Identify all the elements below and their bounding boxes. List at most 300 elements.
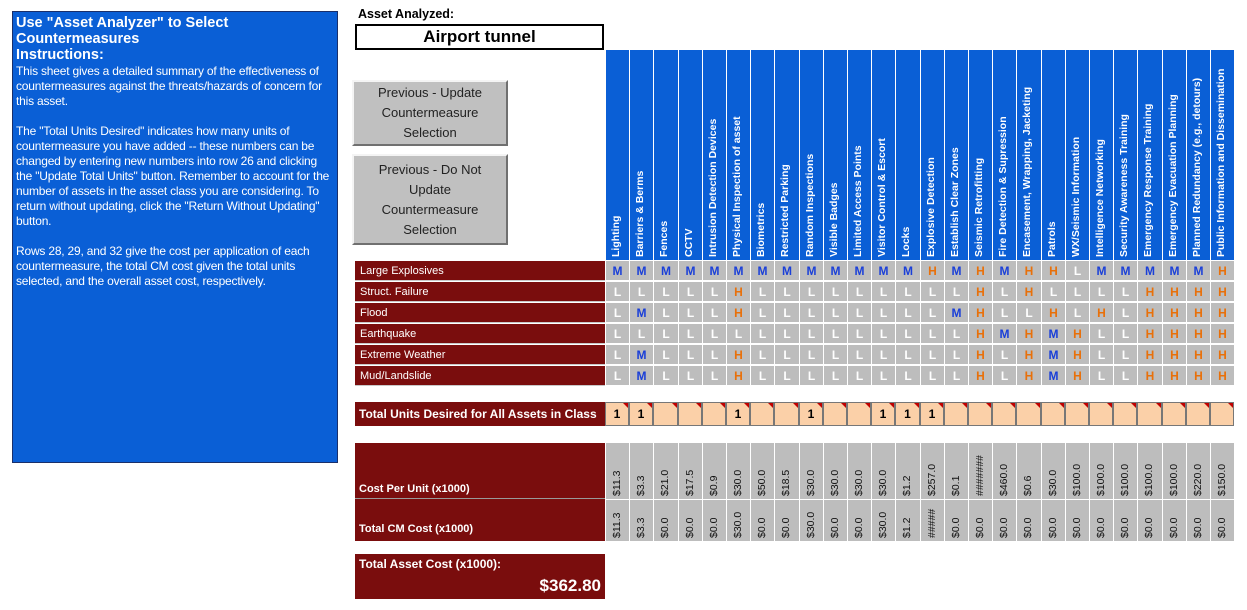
threat-level-cell: L [847, 345, 871, 365]
threat-level-cell: H [968, 261, 992, 281]
units-input-cell[interactable] [702, 402, 726, 426]
threat-level-cell: H [1137, 282, 1162, 302]
threat-level-cell: H [1162, 366, 1186, 386]
countermeasure-headers [605, 50, 1235, 260]
cost-per-unit-cell-value: $30.0 [1047, 469, 1059, 496]
units-input-cell[interactable] [1089, 402, 1113, 426]
threat-level-cell: H [726, 303, 750, 323]
cost-per-unit-cell-value: $30.0 [805, 469, 817, 496]
total-cm-cost-cell [895, 500, 920, 541]
threat-level-cell: M [799, 261, 823, 281]
total-cm-cost-cell [1065, 500, 1089, 541]
threat-level-cell: L [605, 366, 629, 386]
threat-level-cell: L [992, 366, 1016, 386]
cost-per-unit-cell [1162, 443, 1186, 499]
threat-level-cell: L [629, 282, 653, 302]
total-cm-cost-cell-value: $0.0 [1071, 517, 1083, 538]
cost-labels [355, 443, 605, 541]
total-cm-cost-cell-value: $30.0 [877, 511, 889, 538]
cost-per-unit-cell-value: $0.6 [1022, 475, 1034, 496]
countermeasure-header [823, 50, 847, 260]
threat-level-cell: L [847, 366, 871, 386]
threat-label: Extreme Weather [355, 345, 605, 365]
countermeasure-header-label: Establish Clear Zones [949, 147, 961, 257]
total-cm-cost-cell [823, 500, 847, 541]
threat-level-cell: L [895, 303, 920, 323]
threat-level-cell: L [823, 282, 847, 302]
total-cm-cost-cell-value: $30.0 [805, 511, 817, 538]
cost-per-unit-cell-value: $150.0 [1216, 463, 1228, 496]
threat-level-cell: L [920, 303, 944, 323]
units-value: 1 [807, 407, 815, 421]
threat-level-cell: L [653, 366, 678, 386]
units-input-cell[interactable] [799, 402, 823, 426]
comment-marker-icon [1156, 403, 1161, 408]
countermeasure-header [1137, 50, 1162, 260]
threat-level-cell: L [1065, 261, 1089, 281]
threat-level-cell: L [799, 366, 823, 386]
threat-level-cell: L [895, 324, 920, 344]
cost-per-unit-cell [1186, 443, 1210, 499]
countermeasure-header-label: Visible Badges [828, 182, 840, 257]
previous-no-update-button[interactable] [352, 154, 508, 245]
threat-level-cell: L [847, 303, 871, 323]
units-input-cell[interactable] [1210, 402, 1234, 426]
threat-level-cell: L [799, 324, 823, 344]
threat-level-cell: M [895, 261, 920, 281]
threat-level-cell: L [1065, 303, 1089, 323]
threat-level-cell: L [750, 324, 774, 344]
threat-level-cell: L [774, 345, 799, 365]
units-value: 1 [613, 407, 621, 421]
threat-level-cell: L [1089, 366, 1113, 386]
comment-marker-icon [720, 403, 725, 408]
cost-per-unit-cell [895, 443, 920, 499]
countermeasure-header-label: Explosive Detection [925, 157, 937, 257]
cost-per-unit-cell-value: $257.0 [926, 463, 938, 496]
threat-level-cell: M [1041, 366, 1065, 386]
countermeasure-header-label: Barriers & Berms [634, 170, 646, 257]
total-asset-cost-box [355, 554, 605, 599]
total-cm-cost-cell-value: $0.0 [780, 517, 792, 538]
threat-level-cell: H [1065, 366, 1089, 386]
threat-level-cell: H [1041, 261, 1065, 281]
threat-level-cell: H [1016, 324, 1041, 344]
countermeasure-header [1016, 50, 1041, 260]
units-input-cell[interactable] [1016, 402, 1041, 426]
units-input-cell[interactable] [871, 402, 895, 426]
total-cm-cost-cell-value: $0.0 [974, 517, 986, 538]
threat-level-cell: M [1137, 261, 1162, 281]
total-cm-cost-cell [678, 500, 702, 541]
cost-per-unit-cell [1113, 443, 1137, 499]
threat-level-cell: M [1041, 345, 1065, 365]
cost-per-unit-cell [653, 443, 678, 499]
cost-per-unit-cell-value: $460.0 [998, 463, 1010, 496]
comment-marker-icon [914, 403, 919, 408]
units-input-cell[interactable] [920, 402, 944, 426]
countermeasure-header [702, 50, 726, 260]
threat-level-cell: L [1113, 345, 1137, 365]
countermeasure-header [1041, 50, 1065, 260]
threat-level-cell: H [1210, 261, 1234, 281]
threat-level-cell: H [726, 366, 750, 386]
threat-label: Earthquake [355, 324, 605, 344]
threat-level-cell: M [847, 261, 871, 281]
countermeasure-header-label: Locks [900, 226, 912, 257]
threat-level-cell: M [629, 261, 653, 281]
threat-level-cell: H [1137, 324, 1162, 344]
threat-level-cell: L [1089, 345, 1113, 365]
threat-level-cell: L [702, 345, 726, 365]
countermeasure-header [774, 50, 799, 260]
total-cm-cost-cell-value: $0.0 [829, 517, 841, 538]
comment-marker-icon [1059, 403, 1064, 408]
threat-level-cell: L [678, 366, 702, 386]
cost-separator [355, 498, 605, 499]
countermeasure-header-label: Limited Access Points [852, 145, 864, 257]
cost-per-unit-cell [1137, 443, 1162, 499]
units-input-cell[interactable] [823, 402, 847, 426]
threat-level-cell: H [1186, 282, 1210, 302]
cost-per-unit-cell-value: $0.9 [708, 475, 720, 496]
threat-level-cell: L [702, 282, 726, 302]
countermeasure-header [750, 50, 774, 260]
countermeasure-header [1089, 50, 1113, 260]
threat-level-cell: L [847, 282, 871, 302]
cost-per-unit-cell-value: $30.0 [732, 469, 744, 496]
threat-level-cell: L [1113, 282, 1137, 302]
comment-marker-icon [744, 403, 749, 408]
threat-level-cell: L [944, 282, 968, 302]
total-cm-cost-cell [1016, 500, 1041, 541]
units-input-cell[interactable] [726, 402, 750, 426]
asset-analyzed-value: Airport tunnel [355, 24, 604, 50]
countermeasure-header-label: Encasement, Wrapping, Jacketing [1021, 86, 1033, 257]
countermeasure-header-label: Emergency Evacuation Planning [1167, 94, 1179, 257]
threat-level-cell: L [678, 345, 702, 365]
threat-level-cell: M [944, 303, 968, 323]
units-value: 1 [734, 407, 742, 421]
threat-level-cell: H [1186, 345, 1210, 365]
comment-marker-icon [817, 403, 822, 408]
units-input-cell[interactable] [1137, 402, 1162, 426]
countermeasure-header [920, 50, 944, 260]
threat-level-cell: M [774, 261, 799, 281]
threat-level-cell: L [1016, 303, 1041, 323]
threat-level-cell: L [823, 345, 847, 365]
cost-per-unit-cell-value: $0.1 [950, 475, 962, 496]
cost-per-unit-cell [968, 443, 992, 499]
comment-marker-icon [1107, 403, 1112, 408]
threat-level-cell: M [992, 261, 1016, 281]
total-cm-cost-cell-value: $0.0 [950, 517, 962, 538]
total-cm-cost-cell-value: $0.0 [853, 517, 865, 538]
threat-level-cell: M [1162, 261, 1186, 281]
units-value: 1 [879, 407, 887, 421]
cost-per-unit-cell [629, 443, 653, 499]
comment-marker-icon [768, 403, 773, 408]
comment-marker-icon [1010, 403, 1015, 408]
threat-level-cell: L [944, 345, 968, 365]
cost-per-unit-cell-value: $100.0 [1119, 463, 1131, 496]
total-cm-cost-cell [702, 500, 726, 541]
threat-level-cell: M [992, 324, 1016, 344]
units-input-cell[interactable] [992, 402, 1016, 426]
comment-marker-icon [962, 403, 967, 408]
countermeasure-header-label: WX/Seismic Information [1070, 136, 1082, 257]
cost-per-unit-cell-value: $50.0 [756, 469, 768, 496]
threat-level-cell: H [1041, 303, 1065, 323]
threat-level-cell: L [605, 303, 629, 323]
threat-level-cell: L [774, 366, 799, 386]
previous-update-button[interactable] [352, 80, 508, 146]
threat-label: Flood [355, 303, 605, 323]
instructions-para-3: Rows 28, 29, and 32 give the cost per application of each countermeasure, the total CM cost given the total units selected, and the overall asset cost, respectively. [16, 244, 310, 288]
threat-level-cell: L [1113, 303, 1137, 323]
comment-marker-icon [986, 403, 991, 408]
total-cm-cost-cell-value: $0.0 [708, 517, 720, 538]
cost-per-unit-cell-value: $1.2 [901, 475, 913, 496]
countermeasure-header [678, 50, 702, 260]
threat-level-cell: H [968, 324, 992, 344]
threat-label: Mud/Landslide [355, 366, 605, 386]
cost-per-unit-cell [1041, 443, 1065, 499]
instructions-para-2: The "Total Units Desired" indicates how many units of countermeasure you have added -- these numbers can be changed by entering new numbers into row 26 and clicking the "Update Total Units" button. Remember to account for the number of assets in the asset class you are considering. To return without updating, click the "Return Without Updating" button. [16, 124, 330, 228]
threat-level-cell: L [653, 345, 678, 365]
total-cm-cost-cell [871, 500, 895, 541]
cost-per-unit-cell-value: $30.0 [829, 469, 841, 496]
threat-level-cell: M [1089, 261, 1113, 281]
total-cm-cost-cell [1089, 500, 1113, 541]
units-input-cell[interactable] [678, 402, 702, 426]
threat-level-cell: L [799, 345, 823, 365]
countermeasure-header-label: Intelligence Networking [1094, 139, 1106, 257]
threat-level-cell: M [629, 366, 653, 386]
countermeasure-header-label: Patrols [1046, 221, 1058, 257]
threat-level-cell: L [992, 282, 1016, 302]
comment-marker-icon [1083, 403, 1088, 408]
total-cm-cost-cell-value: ##### [926, 508, 938, 538]
cost-per-unit-cell [1016, 443, 1041, 499]
threat-level-cell: L [774, 324, 799, 344]
comment-marker-icon [672, 403, 677, 408]
units-value: 1 [637, 407, 645, 421]
cost-per-unit-cell-value: $21.0 [659, 469, 671, 496]
threat-level-cell: M [605, 261, 629, 281]
comment-marker-icon [1204, 403, 1209, 408]
total-cm-cost-cell [992, 500, 1016, 541]
countermeasure-header [726, 50, 750, 260]
cost-per-unit-cell-value: $100.0 [1095, 463, 1107, 496]
threat-level-cell: H [1016, 366, 1041, 386]
threat-level-cell: M [1186, 261, 1210, 281]
threat-level-cell: L [871, 282, 895, 302]
threat-level-cell: H [1016, 282, 1041, 302]
comment-marker-icon [1228, 403, 1233, 408]
comment-marker-icon [696, 403, 701, 408]
units-input-cell[interactable] [774, 402, 799, 426]
units-input-cell[interactable] [1113, 402, 1137, 426]
countermeasure-header [605, 50, 629, 260]
total-cm-cost-cell-value: $0.0 [1047, 517, 1059, 538]
countermeasure-header [847, 50, 871, 260]
threat-level-cell: H [726, 282, 750, 302]
threat-level-cell: H [1210, 303, 1234, 323]
comment-marker-icon [1035, 403, 1040, 408]
threat-level-cell: H [968, 303, 992, 323]
threat-level-cell: L [678, 282, 702, 302]
instructions-para-1: This sheet gives a detailed summary of the effectiveness of countermeasures against the threats/hazards of concern for this asset. [16, 64, 322, 108]
cost-per-unit-cell [871, 443, 895, 499]
threat-level-cell: H [1210, 366, 1234, 386]
threat-level-cell: L [653, 324, 678, 344]
countermeasure-header-label: Fences [658, 220, 670, 257]
threat-level-cell: H [1186, 366, 1210, 386]
threat-level-cell: H [1162, 345, 1186, 365]
total-cm-cost-cell [968, 500, 992, 541]
units-input-cell[interactable] [895, 402, 920, 426]
countermeasure-header [895, 50, 920, 260]
total-cm-cost-cell-value: $0.0 [756, 517, 768, 538]
threat-level-cell: L [871, 303, 895, 323]
threat-level-cell: L [774, 303, 799, 323]
countermeasure-header [968, 50, 992, 260]
cost-per-unit-cell-value: $11.3 [611, 470, 623, 496]
countermeasure-header-label: Intrusion Detection Devices [707, 118, 719, 257]
countermeasure-header-label: Public Information and Dissemination [1215, 68, 1227, 257]
threat-level-cell: M [871, 261, 895, 281]
threat-level-cell: H [1186, 303, 1210, 323]
units-value: 1 [904, 407, 911, 421]
countermeasure-header [653, 50, 678, 260]
cost-per-unit-label: Cost Per Unit (x1000) [359, 483, 470, 495]
countermeasure-header-label: Restricted Parking [779, 164, 791, 257]
units-input-cell[interactable] [1065, 402, 1089, 426]
total-cm-cost-cell [1186, 500, 1210, 541]
units-input-cell[interactable] [1041, 402, 1065, 426]
threat-level-cell: H [1137, 345, 1162, 365]
total-cm-cost-cell-value: $0.0 [1192, 517, 1204, 538]
comment-marker-icon [1180, 403, 1185, 408]
previous-no-update-button-label: Previous - Do Not Update Countermeasure Selection [378, 161, 482, 237]
countermeasure-header [944, 50, 968, 260]
total-cm-cost-cell [726, 500, 750, 541]
cost-per-unit-cell [920, 443, 944, 499]
threat-level-cell: L [944, 324, 968, 344]
comment-marker-icon [1131, 403, 1136, 408]
total-asset-cost-label: Total Asset Cost (x1000): [359, 557, 502, 571]
threat-level-cell: L [823, 366, 847, 386]
threat-level-cell: L [702, 324, 726, 344]
threat-level-cell: L [702, 303, 726, 323]
threat-level-cell: H [1162, 282, 1186, 302]
threat-level-cell: L [823, 303, 847, 323]
cost-per-unit-cell [847, 443, 871, 499]
total-cm-cost-cell [847, 500, 871, 541]
countermeasure-header-label: Visitor Control & Escort [876, 138, 888, 257]
threat-level-cell: L [1041, 282, 1065, 302]
countermeasure-header [629, 50, 653, 260]
total-cm-cost-cell [1137, 500, 1162, 541]
threat-level-cell: H [1137, 303, 1162, 323]
units-input-cell[interactable] [847, 402, 871, 426]
total-cm-cost-cell-value: $11.3 [611, 512, 623, 538]
threat-level-cell: H [1065, 324, 1089, 344]
threat-level-cell: H [1210, 282, 1234, 302]
total-cm-cost-cell-value: $1.2 [901, 517, 913, 538]
units-input-cell[interactable] [944, 402, 968, 426]
threat-level-cell: M [1041, 324, 1065, 344]
countermeasure-header [1162, 50, 1186, 260]
threat-level-cell: M [629, 345, 653, 365]
threat-level-cell: L [944, 366, 968, 386]
total-cm-cost-cell [750, 500, 774, 541]
threat-level-cell: L [750, 345, 774, 365]
threat-level-cell: M [629, 303, 653, 323]
threat-level-cell: L [871, 345, 895, 365]
cost-per-unit-cell [726, 443, 750, 499]
cost-per-unit-cell [605, 443, 629, 499]
threat-level-cell: H [968, 366, 992, 386]
threat-level-cell: L [605, 345, 629, 365]
total-cm-cost-cell [653, 500, 678, 541]
threat-level-cell: L [653, 282, 678, 302]
units-input-cell[interactable] [605, 402, 629, 426]
total-cm-cost-cell [1210, 500, 1234, 541]
threat-level-cell: L [750, 282, 774, 302]
threat-level-cell: L [799, 303, 823, 323]
threat-level-cell: L [1113, 366, 1137, 386]
threat-level-cell: L [823, 324, 847, 344]
threat-level-cell: M [702, 261, 726, 281]
units-input-cell[interactable] [653, 402, 678, 426]
comment-marker-icon [841, 403, 846, 408]
threat-level-cell: H [726, 345, 750, 365]
countermeasure-header-label: Seismic Retrofitting [973, 157, 985, 257]
cost-per-unit-cell [1065, 443, 1089, 499]
cost-per-unit-cell [799, 443, 823, 499]
countermeasure-header [1065, 50, 1089, 260]
cost-per-unit-cell [992, 443, 1016, 499]
countermeasure-header [871, 50, 895, 260]
threat-level-cell: L [895, 345, 920, 365]
instructions-subtitle: Instructions: [16, 47, 104, 63]
threat-level-cell: H [1016, 261, 1041, 281]
threat-level-cell: L [726, 324, 750, 344]
threat-level-cell: M [823, 261, 847, 281]
countermeasure-header-label: Lighting [610, 215, 622, 257]
units-input-cell[interactable] [1162, 402, 1186, 426]
countermeasure-header-label: Emergency Response Training [1142, 103, 1154, 257]
units-input-cell[interactable] [968, 402, 992, 426]
threat-level-cell: H [968, 345, 992, 365]
countermeasure-header [1113, 50, 1137, 260]
countermeasure-header-label: Physical Inspection of asset [731, 116, 743, 257]
total-cm-cost-label: Total CM Cost (x1000) [359, 523, 474, 535]
threat-level-cell: L [750, 366, 774, 386]
units-input-cell[interactable] [750, 402, 774, 426]
threat-level-cell: L [895, 366, 920, 386]
units-input-cell[interactable] [1186, 402, 1210, 426]
comment-marker-icon [938, 403, 943, 408]
threat-level-cell: L [678, 324, 702, 344]
threat-level-cell: L [920, 324, 944, 344]
threat-level-cell: L [1089, 282, 1113, 302]
cost-per-unit-cell-value: $100.0 [1071, 463, 1083, 496]
units-input-cell[interactable] [629, 402, 653, 426]
total-cm-cost-cell [629, 500, 653, 541]
